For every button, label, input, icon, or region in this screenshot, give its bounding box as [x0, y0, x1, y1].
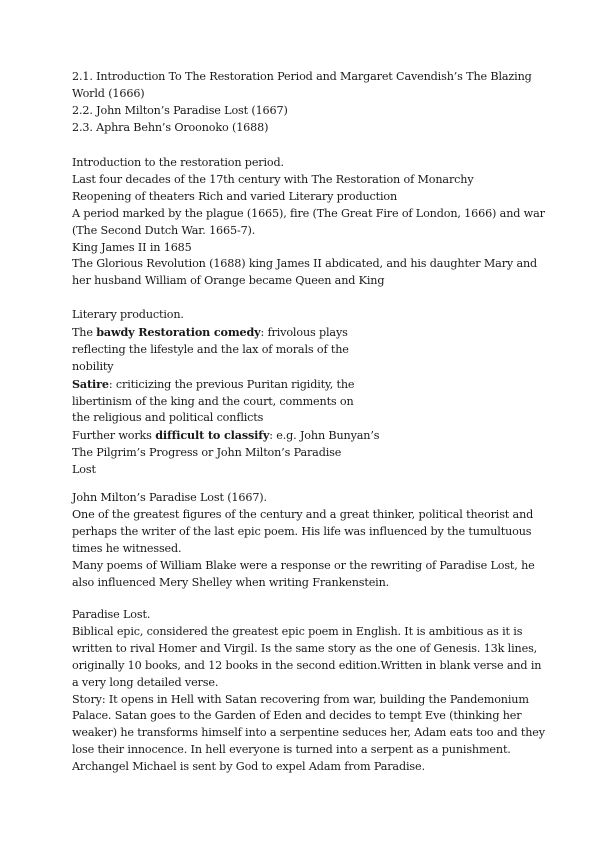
toc-line: 2.2. John Milton’s Paradise Lost (1667) [72, 103, 288, 117]
paragraph-line: Satire: criticizing the previous Puritan rigidity, the [72, 376, 355, 391]
paragraph-line: Palace. Satan goes to the Garden of Eden and decides to tempt Eve (thinking her [72, 709, 522, 723]
paragraph-line: Archangel Michael is sent by God to expel Adam from Paradise. [72, 760, 425, 774]
paradise-lost-section [72, 607, 545, 776]
paragraph-line: weaker) he transforms himself into a serpentine seduces her, Adam eats too and they [72, 726, 545, 740]
intro-heading: Introduction to the restoration period. [72, 156, 284, 169]
paragraph-line: nobility [72, 359, 114, 373]
paragraph-line: Last four decades of the 17th century with The Restoration of Monarchy [72, 172, 474, 186]
paragraph-line: lose their innocence. In hell everyone is turned into a serpent as a punishment. [72, 743, 511, 757]
paragraph-line: King James II in 1685 [72, 240, 192, 254]
literary-production-section [72, 307, 380, 479]
table-of-contents [72, 69, 534, 137]
paragraph-line: A period marked by the plague (1665), fire (The Great Fire of London, 1666) and war [72, 206, 545, 220]
paragraph-line: her husband William of Orange became Queen and King [72, 274, 385, 288]
paragraph-line: The Glorious Revolution (1688) king James II abdicated, and his daughter Mary and [72, 257, 538, 271]
intro-section [72, 155, 545, 290]
paragraph-line: One of the greatest figures of the century and a great thinker, political theorist and [72, 507, 534, 521]
paragraph-line: the religious and political conflicts [72, 411, 264, 425]
paragraph-line: The bawdy Restoration comedy: frivolous plays [72, 324, 348, 339]
literary-heading: Literary production. [72, 308, 184, 321]
toc-line: 2.3. Aphra Behn’s Oroonoko (1688) [72, 120, 269, 134]
paragraph-line: a very long detailed verse. [72, 675, 219, 689]
paragraph-line: libertinism of the king and the court, comments on [72, 394, 354, 408]
paradise-heading: Paradise Lost. [72, 608, 151, 621]
paragraph-line: Many poems of William Blake were a response or the rewriting of Paradise Lost, he [72, 558, 535, 572]
paragraph-line: also influenced Mery Shelley when writing Frankenstein. [72, 575, 390, 589]
bold-term: difficult to classify [155, 428, 270, 443]
paragraph-line: perhaps the writer of the last epic poem. His life was influenced by the tumultuous [72, 524, 532, 538]
paragraph-line: Lost [72, 463, 96, 477]
toc-line: 2.1. Introduction To The Restoration Period and Margaret Cavendish’s The Blazing [72, 70, 532, 83]
toc-line: World (1666) [72, 86, 145, 100]
paragraph-line: times he witnessed. [72, 541, 182, 555]
paragraph-line: (The Second Dutch War. 1665-7). [72, 223, 256, 237]
bold-term: Satire [72, 376, 109, 391]
paragraph-line: Biblical epic, considered the greatest epic poem in English. It is ambitious as it is [72, 624, 523, 638]
bold-term: bawdy Restoration comedy [96, 324, 261, 339]
milton-section [72, 490, 534, 591]
paragraph-line: reflecting the lifestyle and the lax of morals of the [72, 342, 349, 356]
paragraph-line: The Pilgrim’s Progress or John Milton’s Paradise [72, 446, 342, 460]
paragraph-line: written to rival Homer and Virgil. Is the same story as the one of Genesis. 13k lines, [72, 641, 538, 655]
paragraph-line: Reopening of theaters Rich and varied Literary production [72, 189, 398, 203]
paragraph-line: Further works difficult to classify: e.g. John Bunyan’s [72, 428, 380, 443]
paragraph-line: originally 10 books, and 12 books in the second edition.Written in blank verse and in [72, 658, 542, 672]
milton-heading: John Milton’s Paradise Lost (1667). [72, 491, 267, 504]
paragraph-line: Story: It opens in Hell with Satan recovering from war, building the Pandemonium [72, 692, 529, 706]
